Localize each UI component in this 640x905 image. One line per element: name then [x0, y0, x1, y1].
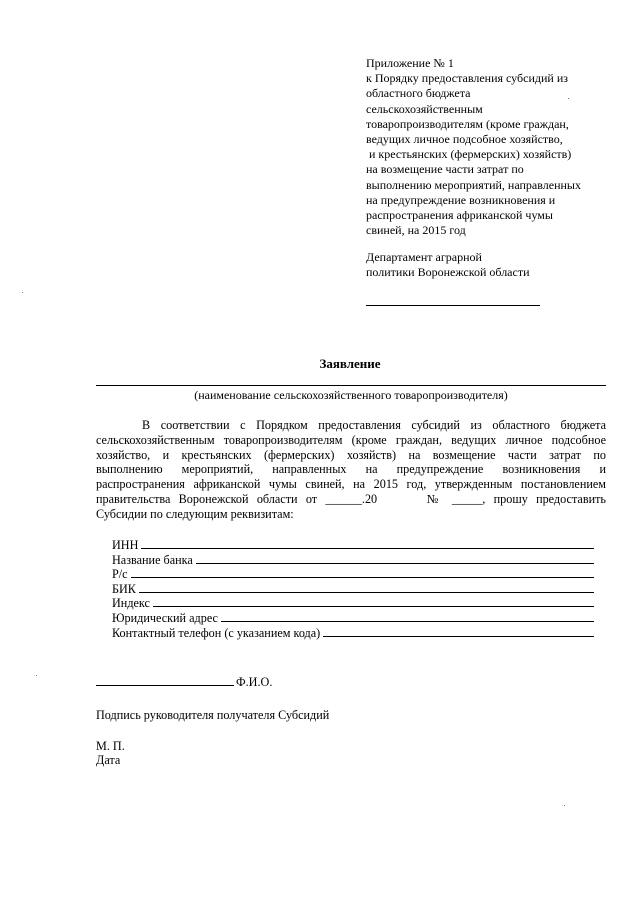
requisite-label: ИНН	[112, 538, 139, 552]
requisite-label: БИК	[112, 581, 136, 596]
index-fill-line[interactable]	[153, 596, 594, 607]
body-paragraph	[96, 418, 606, 522]
signature-caption: Подпись руководителя получателя Субсидий	[96, 708, 330, 722]
appendix-line: сельскохозяйственным	[366, 101, 483, 116]
body-line: выполнению мероприятий, направленных на предупреждение возникновения и	[96, 462, 606, 477]
requisite-label: Индекс	[112, 596, 150, 611]
addressee-blank-line[interactable]	[366, 305, 540, 306]
document-title: Заявление	[319, 356, 381, 371]
requisite-legal-address	[112, 611, 594, 626]
appendix-line: свиней, на 2015 год	[366, 223, 466, 238]
requisite-phone	[112, 626, 594, 641]
scan-speck	[564, 805, 565, 806]
requisites-list	[112, 538, 594, 640]
scan-speck	[22, 292, 23, 293]
scan-speck	[36, 675, 37, 676]
legal-address-fill-line[interactable]	[221, 611, 594, 622]
body-line: сельскохозяйственным товаропроизводителям (кроме граждан, ведущих личное подсобное	[96, 432, 606, 447]
body-line: Субсидии по следующим реквизитам:	[96, 506, 294, 521]
requisite-label: Юридический адрес	[112, 610, 218, 625]
applicant-name-caption: (наименование сельскохозяйственного товаропроизводителя)	[194, 388, 508, 402]
bank-name-fill-line[interactable]	[196, 553, 594, 564]
appendix-line: областного бюджета	[366, 86, 471, 101]
requisite-label: Название банка	[112, 552, 193, 567]
fio-label: Ф.И.О.	[236, 675, 273, 689]
appendix-line: Приложение № 1	[366, 56, 454, 70]
requisite-bank-name	[112, 553, 594, 568]
inn-fill-line[interactable]	[141, 538, 594, 549]
addressee-line: Департамент аграрной	[366, 250, 482, 264]
appendix-line: выполнению мероприятий, направленных	[366, 177, 581, 192]
signature-fio	[96, 675, 296, 690]
appendix-line: к Порядку предоставления субсидий из	[366, 71, 568, 86]
addressee-line: политики Воронежской области	[366, 265, 530, 280]
signature-blank-line[interactable]	[96, 675, 234, 686]
body-line: хозяйство, и крестьянских (фермерских) хозяйств) на возмещение части затрат по	[96, 447, 606, 462]
date-label: Дата	[96, 753, 121, 767]
requisite-index	[112, 596, 594, 611]
account-fill-line[interactable]	[131, 567, 594, 578]
appendix-line: ведущих личное подсобное хозяйство,	[366, 132, 563, 147]
body-line: В соответствии с Порядком предоставления субсидий из областного бюджета	[142, 418, 606, 432]
appendix-line: и крестьянских (фермерских) хозяйств)	[366, 147, 572, 162]
scan-speck	[568, 98, 569, 99]
requisite-label: Р/с	[112, 567, 128, 582]
appendix-line: распространения африканской чумы	[366, 208, 553, 223]
applicant-name-line[interactable]	[96, 385, 606, 386]
body-line: распространения африканской чумы свиней, на 2015 год, утвержденным постановлением	[96, 477, 606, 492]
bik-fill-line[interactable]	[139, 582, 594, 593]
appendix-line: на возмещение части затрат по	[366, 162, 524, 177]
stamp-label: М. П.	[96, 739, 125, 753]
phone-fill-line[interactable]	[323, 626, 594, 637]
requisite-bik	[112, 582, 594, 597]
requisite-inn	[112, 538, 594, 553]
body-line: правительства Воронежской области от ______.20 № _____, прошу предоставить	[96, 491, 606, 506]
requisite-account	[112, 567, 594, 582]
requisite-label: Контактный телефон (с указанием кода)	[112, 625, 321, 640]
appendix-header	[366, 56, 616, 238]
appendix-line: на предупреждение возникновения и	[366, 192, 556, 207]
appendix-line: товаропроизводителям (кроме граждан,	[366, 116, 569, 131]
addressee	[366, 250, 530, 280]
